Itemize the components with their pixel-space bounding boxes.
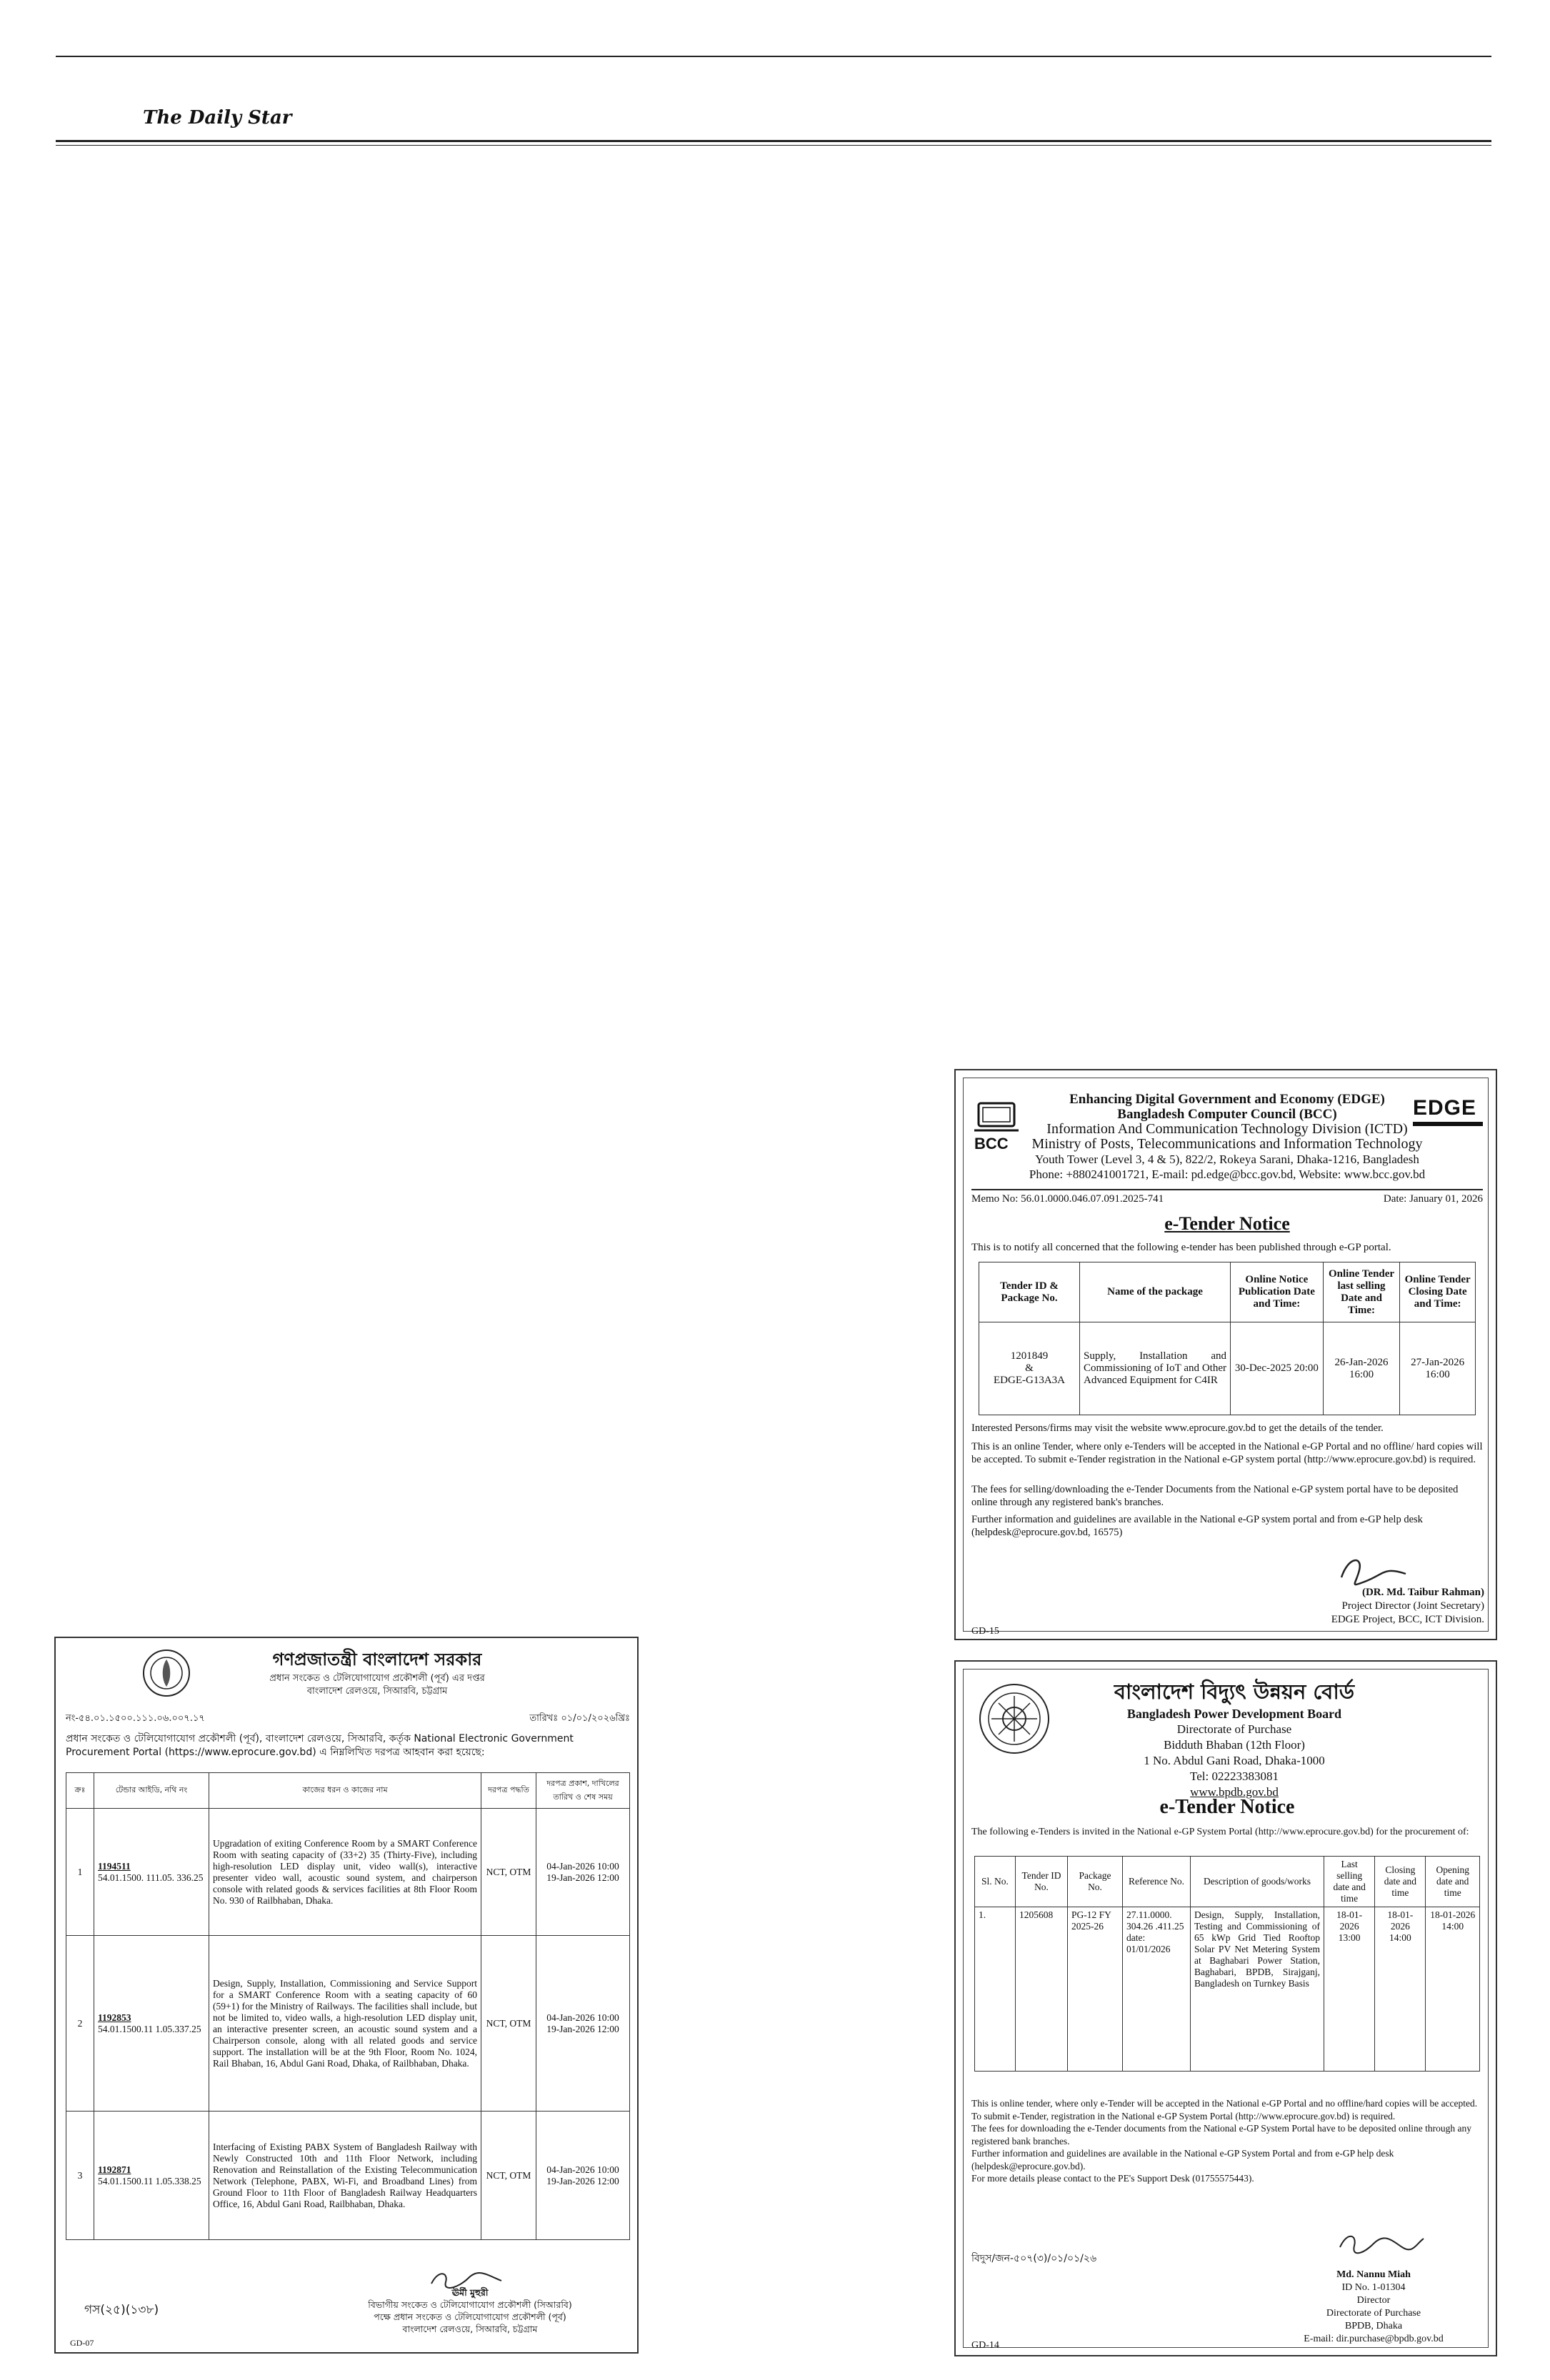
- sl-cell: 2: [66, 1936, 94, 2112]
- method-cell: NCT, OTM: [481, 2112, 536, 2240]
- tender-id-cell: [979, 1322, 1080, 1415]
- dates-cell: 04-Jan-2026 10:00 19-Jan-2026 12:00: [536, 1809, 630, 1936]
- notice-paragraph: This is online tender, where only e-Tender will be accepted in the National e-GP Portal and no offline/hard copies will be accepted.: [971, 2098, 1478, 2109]
- signatory-name: (DR. Md. Taibur Rahman): [1361, 1587, 1484, 1598]
- tender-id-cell: [94, 2112, 209, 2240]
- header-line: Bangladesh Computer Council (BCC): [1117, 1107, 1337, 1122]
- file-no: 54.01.1500.11 1.05.338.25: [98, 2175, 201, 2186]
- tender-table: [974, 1856, 1480, 2072]
- column-header: Package No.: [1068, 1857, 1123, 1907]
- column-header: টেন্ডার আইডি, নথি নং: [94, 1773, 209, 1809]
- memo-line: [66, 1712, 630, 1727]
- closing-date: 27-Jan-2026 16:00: [1400, 1322, 1476, 1415]
- tender-id: 1192871: [98, 2164, 131, 2175]
- memo-no: নং-৫৪.০১.১৫০০.১১১.০৬.০০৭.১৭: [66, 1713, 205, 1724]
- bcc-logo-text: BCC: [974, 1135, 1009, 1153]
- header-line: Tel: 02223383081: [1190, 1769, 1279, 1783]
- edge-logo-text: EDGE: [1413, 1096, 1477, 1120]
- signatory-name: ঊর্মী মুহুরী: [451, 2287, 489, 2298]
- opening-cell: 18-01-2026 14:00: [1426, 1907, 1480, 2072]
- header-line: Information And Communication Technology Division (ICTD): [1046, 1121, 1408, 1137]
- signatory-name: Md. Nannu Miah: [1336, 2269, 1411, 2280]
- description-cell: Design, Supply, Installation, Testing and Commissioning of 65 kWp Grid Tied Rooftop Solar PV Net Metering System at Baghabari Power Station, Baghabari, BPDB, Sirajganj, Bangladesh on Turnkey Basis: [1191, 1907, 1324, 2072]
- dates-cell: 04-Jan-2026 10:00 19-Jan-2026 12:00: [536, 2112, 630, 2240]
- signatory-block: [1270, 2269, 1477, 2346]
- notice-title: e-Tender Notice: [1159, 1796, 1295, 1818]
- table-row: [66, 1809, 630, 1936]
- signatory-office: EDGE Project, BCC, ICT Division.: [1331, 1614, 1484, 1625]
- tender-id: 1201849: [1010, 1350, 1049, 1362]
- notice-paragraph: Interested Persons/firms may visit the website www.eprocure.gov.bd to get the details of the tender.: [971, 1422, 1384, 1434]
- header-line: Ministry of Posts, Telecommunications and Information Technology: [1031, 1136, 1423, 1152]
- tender-table: [66, 1772, 630, 2240]
- railway-header: [163, 1647, 591, 1698]
- header-line: Bidduth Bhaban (12th Floor): [1164, 1738, 1305, 1752]
- tender-id-cell: 1205608: [1016, 1907, 1068, 2072]
- dates-cell: 04-Jan-2026 10:00 19-Jan-2026 12:00: [536, 1936, 630, 2112]
- column-header: Tender ID No.: [1016, 1857, 1068, 1907]
- signatory-email: E-mail: dir.purchase@bpdb.gov.bd: [1304, 2334, 1444, 2344]
- header-line: Directorate of Purchase: [1176, 1722, 1292, 1736]
- tender-id-cell: [94, 1809, 209, 1936]
- table-row: [66, 2112, 630, 2240]
- signatory-designation: Director: [1356, 2295, 1391, 2306]
- gd-code: GD-14: [971, 2340, 999, 2351]
- masthead: The Daily Star: [143, 107, 292, 129]
- signature-mark: [1334, 1549, 1413, 1592]
- sl-cell: 1: [66, 1809, 94, 1936]
- bpdb-tender-notice: [954, 1660, 1497, 2356]
- column-header: ক্রঃ: [66, 1773, 94, 1809]
- package-no: EDGE-G13A3A: [994, 1375, 1065, 1386]
- last-selling-date: 26-Jan-2026 16:00: [1323, 1322, 1400, 1415]
- header-line: Phone: +880241001721, E-mail: pd.edge@bcc.gov.bd, Website: www.bcc.gov.bd: [1029, 1168, 1426, 1181]
- last-selling-cell: 18-01-2026 13:00: [1324, 1907, 1375, 2072]
- notice-paragraph: For more details please contact to the PE's Support Desk (01755575443).: [971, 2173, 1254, 2184]
- header-bangla: বাংলাদেশ বিদ্যুৎ উন্নয়ন বোর্ড: [1114, 1679, 1355, 1704]
- column-header: দরপত্র পদ্ধতি: [481, 1773, 536, 1809]
- package-name: Supply, Installation and Commissioning of IoT and Other Advanced Equipment for C4IR: [1080, 1322, 1231, 1415]
- header-website: www.bpdb.gov.bd: [1190, 1785, 1279, 1799]
- notice-intro: The following e-Tenders is invited in the National e-GP System Portal (http://www.eprocure.gov.bd) for the procurement of:: [971, 1827, 1469, 1837]
- signatory-block: [1256, 1586, 1484, 1627]
- column-header: কাজের ধরন ও কাজের নাম: [209, 1773, 481, 1809]
- railway-tender-notice: [54, 1637, 639, 2354]
- header-line: বাংলাদেশ রেলওয়ে, সিআরবি, চট্টগ্রাম: [306, 1686, 448, 1697]
- table-row: [975, 1907, 1480, 2072]
- signatory-designation: Project Director (Joint Secretary): [1341, 1600, 1484, 1612]
- column-header: Sl. No.: [975, 1857, 1016, 1907]
- header-line: Enhancing Digital Government and Economy (EDGE): [1069, 1092, 1385, 1107]
- header-divider: [971, 1189, 1483, 1190]
- signatory-line: বিভাগীয় সংকেত ও টেলিযোগাযোগ প্রকৌশলী (সিআরবি): [368, 2299, 572, 2310]
- tender-id: 1194511: [98, 1860, 131, 1872]
- column-header: Reference No.: [1123, 1857, 1191, 1907]
- reference-cell: 27.11.0000. 304.26 .411.25 date: 01/01/2026: [1123, 1907, 1191, 2072]
- description-cell: Interfacing of Existing PABX System of Bangladesh Railway with Newly Constructed 10th and 11th Floor Network, including Renovation and Reinstallation of the Existing Telecommunication Network (Telephone, PABX, Wi-Fi, and Broadband Lines) from Ground Floor to 11th Floor of Bangladesh Railway Headquarters Office, 16, Abdul Gani Road, Railbhaban, Dhaka.: [209, 2112, 481, 2240]
- bpdb-emblem-icon: [977, 1682, 1051, 1756]
- table-row: [979, 1322, 1476, 1415]
- notice-paragraph: To submit e-Tender, registration in the National e-GP System Portal (http://www.eprocure.gov.bd) is required.: [971, 2110, 1396, 2122]
- notice-intro: প্রধান সংকেত ও টেলিযোগাযোগ প্রকৌশলী (পূর্ব), বাংলাদেশ রেলওয়ে, সিআরবি, কর্তৃক National Electronic Government Procurement Portal (https://www.eprocure.gov.bd) এ নিম্নলিখিত দরপত্র আহবান করা হয়েছে:: [66, 1733, 574, 1758]
- notice-title: e-Tender Notice: [1164, 1213, 1290, 1234]
- memo-line: [971, 1193, 1483, 1205]
- notice-paragraph: This is an online Tender, where only e-Tenders will be accepted in the National e-GP Portal and no offline/ hard copies will be accepted. To submit e-Tender registration in the National e-GP system portal (http://www.eprocure.gov.bd) is required.: [971, 1441, 1483, 1465]
- notice-paragraphs: [971, 2097, 1483, 2185]
- notice-paragraph: Further information and guidelines are available in the National e-GP System Portal and from e-GP help desk (helpdesk@eprocure.gov.bd).: [971, 2148, 1394, 2171]
- tender-id-cell: [94, 1936, 209, 2112]
- masthead-rule-thin: [56, 145, 1491, 146]
- package-cell: PG-12 FY 2025-26: [1068, 1907, 1123, 2072]
- file-no: 54.01.1500. 111.05. 336.25: [98, 1872, 204, 1883]
- column-header: Closing date and time: [1375, 1857, 1426, 1907]
- signatory-id: ID No. 1-01304: [1341, 2282, 1406, 2293]
- top-rule: [56, 56, 1491, 57]
- method-cell: NCT, OTM: [481, 1809, 536, 1936]
- sl-cell: 3: [66, 2112, 94, 2240]
- column-header: দরপত্র প্রকাশ, দাখিলের তারিখ ও শেষ সময়: [536, 1773, 630, 1809]
- signatory-org: BPDB, Dhaka: [1344, 2321, 1403, 2331]
- header-line: প্রধান সংকেত ও টেলিযোগাযোগ প্রকৌশলী (পূর্ব) এর দপ্তর: [269, 1673, 485, 1684]
- gd-code-bangla: গস(২৫)(১৩৮): [84, 2303, 159, 2317]
- column-header: Description of goods/works: [1191, 1857, 1324, 1907]
- header-bangla: গণপ্রজাতন্ত্রী বাংলাদেশ সরকার: [272, 1650, 482, 1669]
- reference-no: বিদুস/জন-৫০৭(৩)/০১/০১/২৬: [971, 2253, 1097, 2264]
- signatory-line: বাংলাদেশ রেলওয়ে, সিআরবি, চট্টগ্রাম: [402, 2324, 538, 2334]
- description-cell: Design, Supply, Installation, Commissioning and Service Support for a SMART Conference Room with a seating capacity of 60 (59+1) for the Ministry of Railways. The facilities shall include, but not be limited to, video walls, a high-resolution LED display unit, an interactive presenter screen, an acoustic sound system and a Chairperson console, along with all related goods and service support. The installation will be at the 9th Floor, Room No. 1024, Rail Bhaban, 16, Abdul Gani Road, Dhaka, of Railbhaban, Dhaka.: [209, 1936, 481, 2112]
- column-header: Online Tender last selling Date and Time:: [1323, 1262, 1400, 1322]
- memo-date: তারিখঃ ০১/০১/২০২৬খ্রিঃ: [529, 1713, 630, 1724]
- publication-date: 30-Dec-2025 20:00: [1231, 1322, 1324, 1415]
- edge-tender-notice: [954, 1069, 1497, 1640]
- description-cell: Upgradation of exiting Conference Room by a SMART Conference Room with seating capacity of (33+2) 35 (Thirty-Five), including high-resolution LED display unit, video wall(s), interactive presenter video wall, acoustic sound system, and chairperson console with related goods & services facilities at 8th Floor Room No. 930 of Railbhaban, Dhaka.: [209, 1809, 481, 1936]
- column-header: Last selling date and time: [1324, 1857, 1375, 1907]
- bpdb-header: [1063, 1677, 1406, 1800]
- gd-code: GD-07: [70, 2338, 94, 2348]
- signatory-block: [327, 2286, 613, 2335]
- signatory-line: পক্ষে প্রধান সংকেত ও টেলিযোগাযোগ প্রকৌশলী (পূর্ব): [374, 2311, 566, 2322]
- edge-header: [984, 1092, 1470, 1182]
- closing-cell: 18-01-2026 14:00: [1375, 1907, 1426, 2072]
- header-line: 1 No. Abdul Gani Road, Dhaka-1000: [1144, 1754, 1325, 1767]
- sl-cell: 1.: [975, 1907, 1016, 2072]
- file-no: 54.01.1500.11 1.05.337.25: [98, 2023, 201, 2034]
- masthead-rule-thick: [56, 140, 1491, 142]
- signatory-office: Directorate of Purchase: [1326, 2308, 1421, 2319]
- signature-mark: [1334, 2226, 1427, 2261]
- header-line: Youth Tower (Level 3, 4 & 5), 822/2, Rokeya Sarani, Dhaka-1216, Bangladesh: [1035, 1153, 1419, 1166]
- notice-intro: This is to notify all concerned that the following e-tender has been published through e-GP portal.: [971, 1242, 1391, 1253]
- notice-paragraph: The fees for downloading the e-Tender documents from the National e-GP System Portal have to be deposited online through any registered bank branches.: [971, 2123, 1471, 2146]
- tender-amp: &: [1025, 1362, 1034, 1374]
- header-line: Bangladesh Power Development Board: [1126, 1707, 1342, 1721]
- table-row: [66, 1936, 630, 2112]
- tender-table: [979, 1262, 1476, 1415]
- notice-paragraph: The fees for selling/downloading the e-Tender Documents from the National e-GP system portal have to be deposited online through any registered bank's branches.: [971, 1484, 1459, 1508]
- column-header: Name of the package: [1080, 1262, 1231, 1322]
- gd-code: GD-15: [971, 1626, 999, 1637]
- column-header: Opening date and time: [1426, 1857, 1480, 1907]
- memo-date: Date: January 01, 2026: [1383, 1193, 1483, 1205]
- column-header: Tender ID & Package No.: [979, 1262, 1080, 1322]
- notice-paragraph: Further information and guidelines are available in the National e-GP system portal and from e-GP help desk (helpdesk@eprocure.gov.bd, 16575): [971, 1514, 1423, 1538]
- column-header: Online Notice Publication Date and Time:: [1231, 1262, 1324, 1322]
- column-header: Online Tender Closing Date and Time:: [1400, 1262, 1476, 1322]
- memo-no: Memo No: 56.01.0000.046.07.091.2025-741: [971, 1193, 1164, 1205]
- method-cell: NCT, OTM: [481, 1936, 536, 2112]
- tender-id: 1192853: [98, 2012, 131, 2023]
